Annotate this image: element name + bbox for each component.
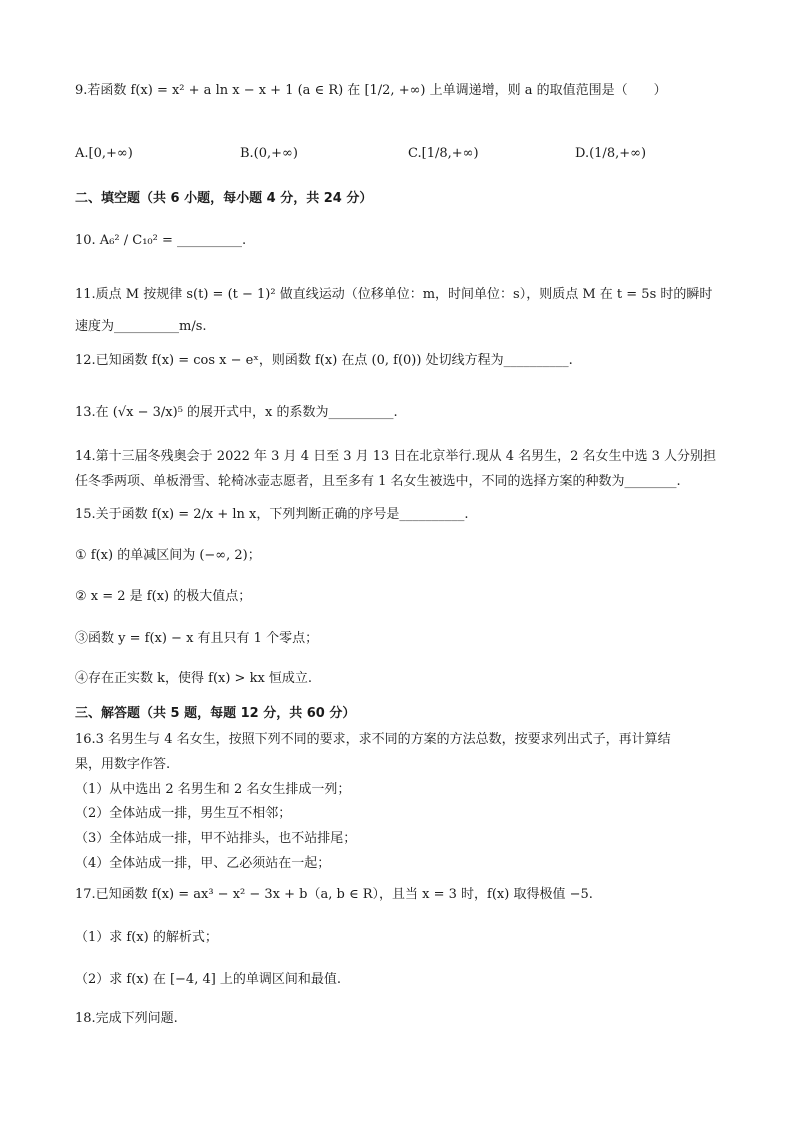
q17-item-1: （1）求 f(x) 的解析式；: [75, 930, 218, 945]
q16-item-4: （4）全体站成一排，甲、乙必须站在一起；: [75, 856, 331, 871]
question-13: 13.在 (√x − 3/x)⁵ 的展开式中，x 的系数为__________.: [75, 405, 398, 420]
q15-item-3: ③函数 y = f(x) − x 有且只有 1 个零点；: [75, 631, 319, 646]
q9-option-c: C.[1/8,+∞): [408, 146, 479, 161]
q15-item-4: ④存在正实数 k，使得 f(x) > kx 恒成立.: [75, 671, 313, 686]
section-3-heading: 三、解答题（共 5 题，每题 12 分，共 60 分）: [75, 706, 356, 721]
q15-item-1: ① f(x) 的单减区间为 (−∞, 2)；: [75, 548, 261, 563]
question-15: 15.关于函数 f(x) = 2/x + ln x，下列判断正确的序号是__________.: [75, 507, 469, 522]
section-2-heading: 二、填空题（共 6 小题，每小题 4 分，共 24 分）: [75, 191, 373, 206]
q17-item-2: （2）求 f(x) 在 [−4, 4] 上的单调区间和最值.: [75, 972, 342, 987]
question-16-line-2: 果，用数字作答.: [75, 757, 171, 772]
question-9: 9.若函数 f(x) = x² + a ln x − x + 1 (a ∈ R) 在 [1/2, +∞) 上单调递增，则 a 的取值范围是（ ）: [75, 83, 667, 98]
question-14-line-2: 任冬季两项、单板滑雪、轮椅冰壶志愿者，且至多有 1 名女生被选中，不同的选择方案的种数为________.: [75, 474, 681, 489]
q15-item-2: ② x = 2 是 f(x) 的极大值点；: [75, 589, 252, 604]
question-11-line-1: 11.质点 M 按规律 s(t) = (t − 1)² 做直线运动（位移单位：m，时间单位：s），则质点 M 在 t = 5s 时的瞬时: [75, 287, 713, 302]
q16-item-3: （3）全体站成一排，甲不站排头，也不站排尾；: [75, 831, 357, 846]
question-16-line-1: 16.3 名男生与 4 名女生，按照下列不同的要求，求不同的方案的方法总数，按要求列出式子，再计算结: [75, 732, 671, 747]
q16-item-1: （1）从中选出 2 名男生和 2 名女生排成一列；: [75, 782, 351, 797]
question-12: 12.已知函数 f(x) = cos x − eˣ，则函数 f(x) 在点 (0, f(0)) 处切线方程为__________.: [75, 353, 573, 368]
q9-option-a: A.[0,+∞): [75, 146, 133, 161]
q9-option-d: D.(1/8,+∞): [575, 146, 647, 161]
question-11-line-2: 速度为__________m/s.: [75, 319, 207, 334]
question-14-line-1: 14.第十三届冬残奥会于 2022 年 3 月 4 日至 3 月 13 日在北京举行.现从 4 名男生，2 名女生中选 3 人分别担: [75, 449, 717, 464]
question-18: 18.完成下列问题.: [75, 1011, 178, 1026]
q9-option-b: B.(0,+∞): [240, 146, 298, 161]
question-10: 10. A₆² / C₁₀² = __________.: [75, 233, 247, 248]
q16-item-2: （2）全体站成一排，男生互不相邻；: [75, 806, 292, 821]
question-17: 17.已知函数 f(x) = ax³ − x² − 3x + b（a, b ∈ R），且当 x = 3 时，f(x) 取得极值 −5.: [75, 887, 593, 902]
